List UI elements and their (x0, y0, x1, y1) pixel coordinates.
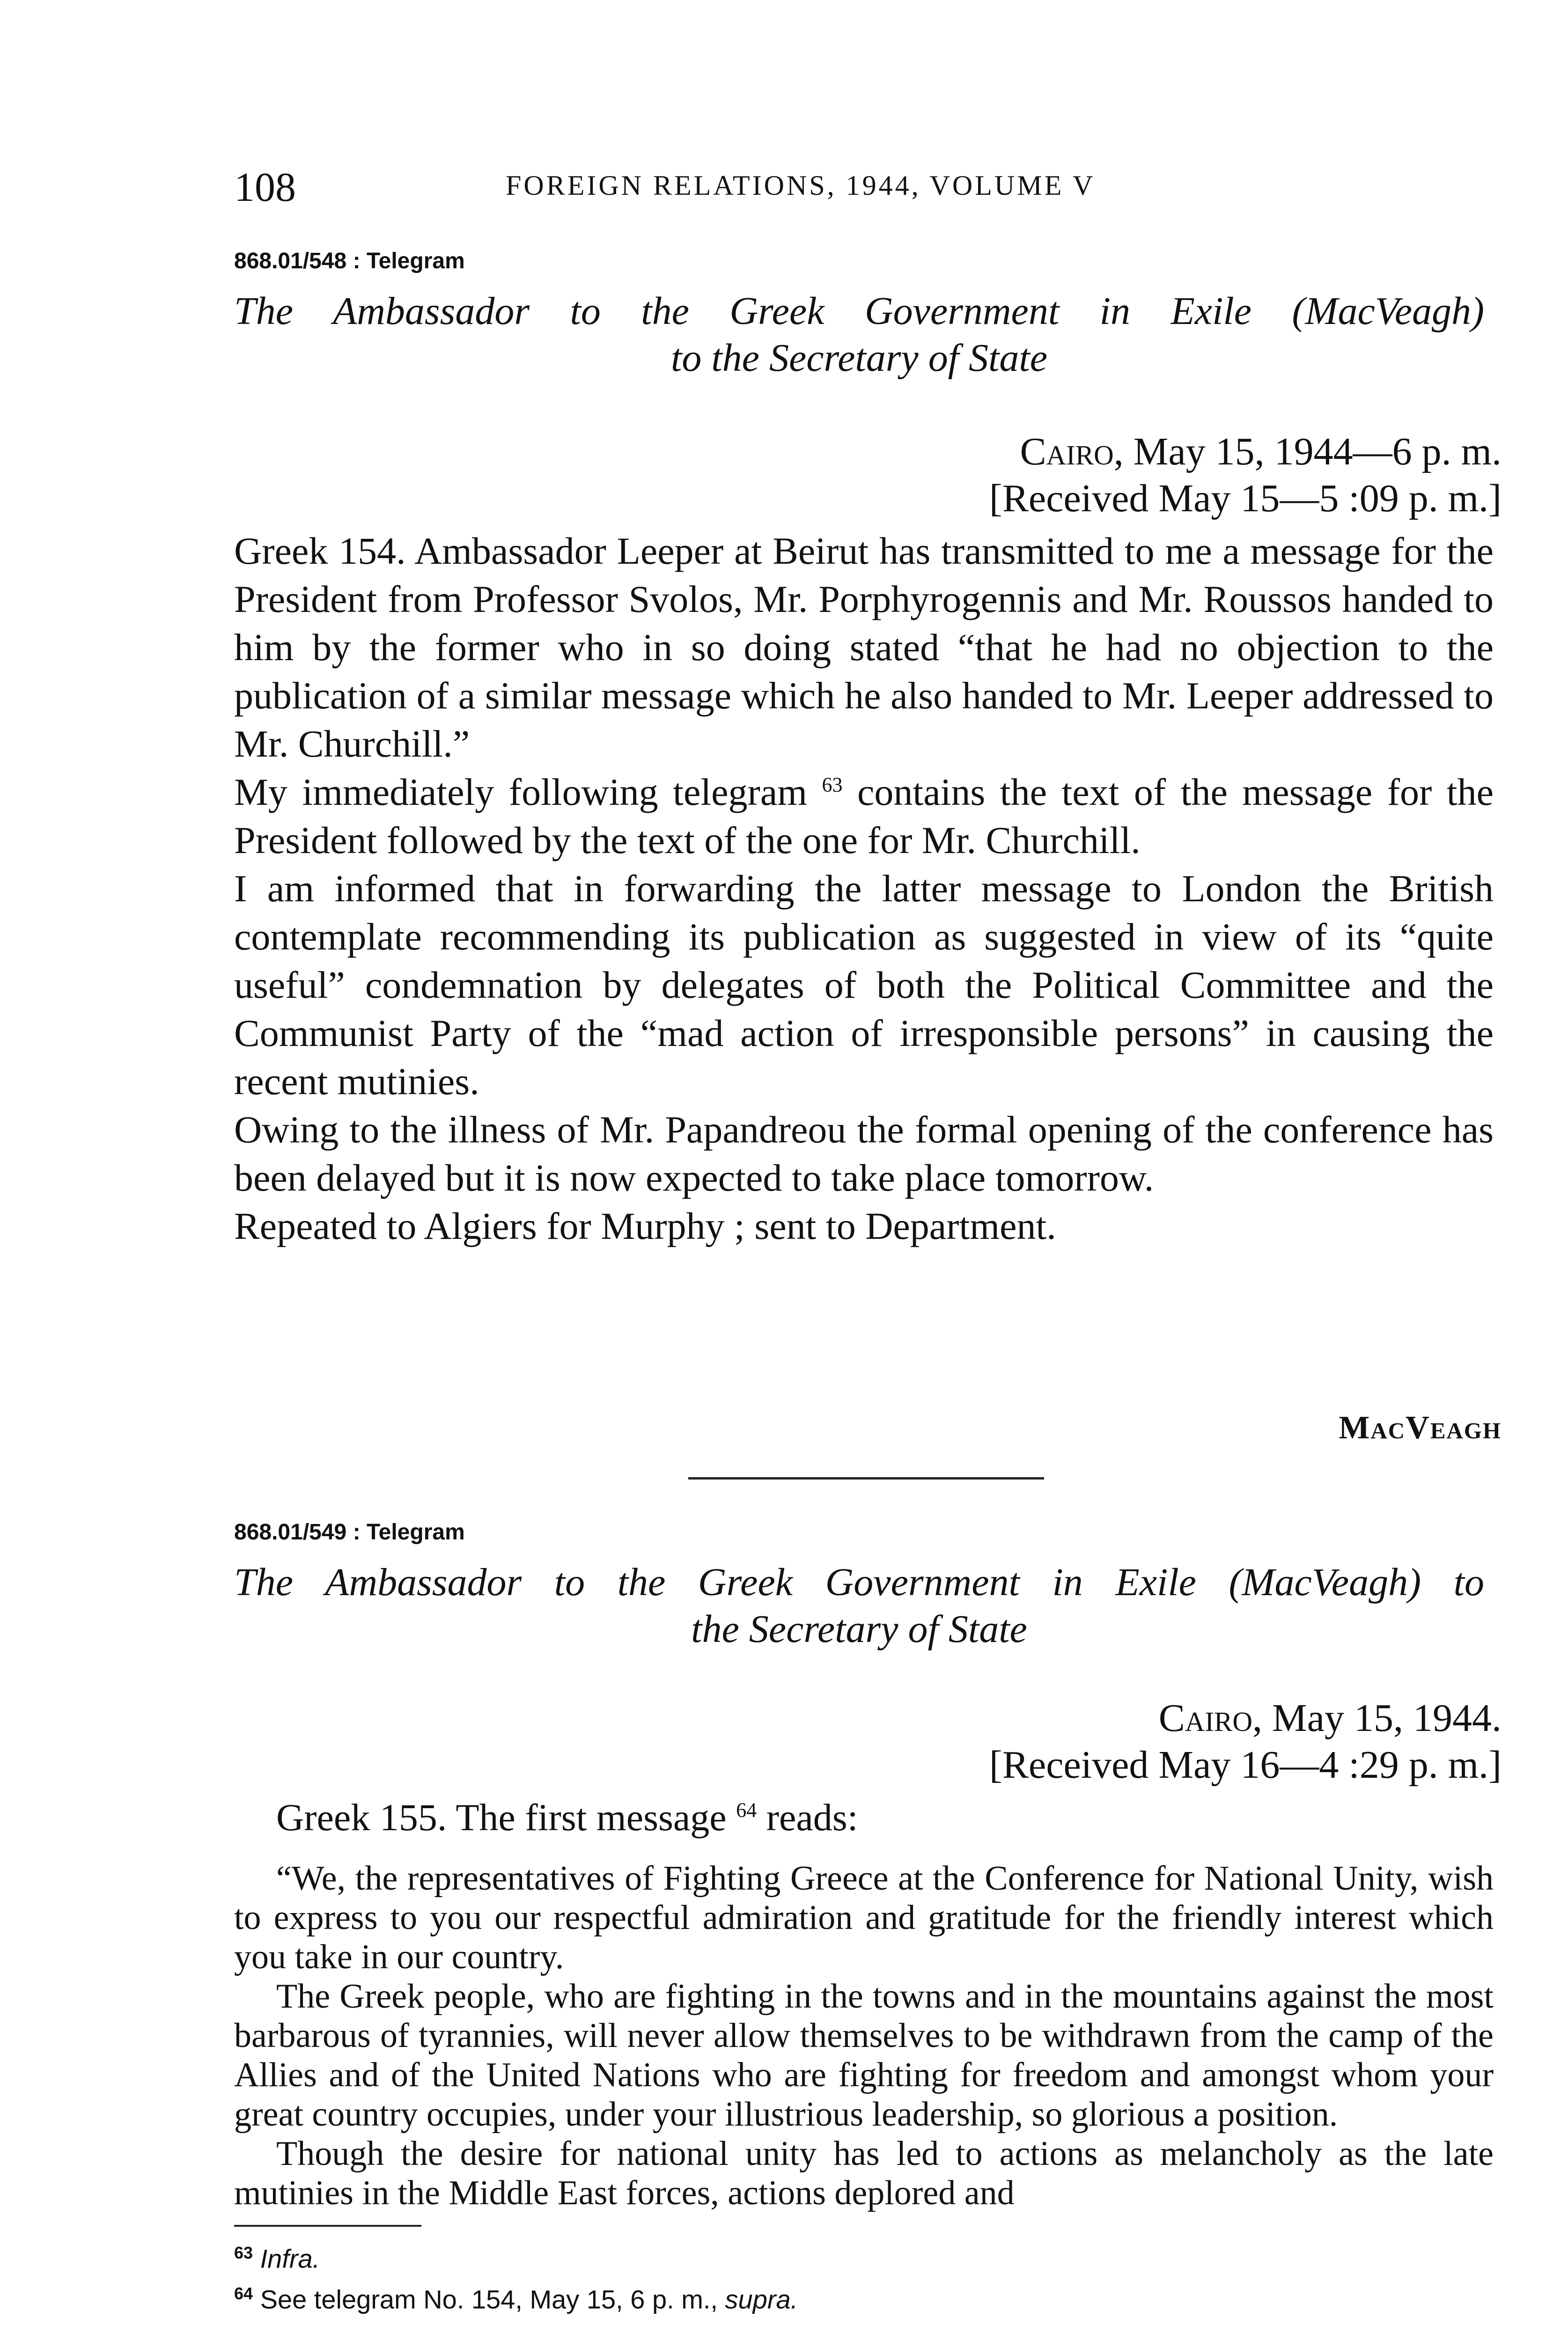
doc2-quote-paragraph-2: The Greek people, who are fighting in the towns and in the mountains against the most barbarous of tyrannies, will never allow themselves to be withdrawn from the camp of the Allies and of the United Nations who are fighting for freedom and amongst whom your great country occupies, under your illustrious leadership, so glorious a position. (234, 1977, 1494, 2134)
page-number: 108 (234, 165, 296, 210)
doc2-title-line1: The Ambassador to the Greek Government in Exile (MacVeagh) to (234, 1561, 1484, 1604)
doc2-quote-paragraph-3: Though the desire for national unity has led to actions as melancholy as the late mutinies in the Middle East forces, actions deplored and (234, 2135, 1494, 2212)
doc1-paragraph-2 (234, 768, 1494, 864)
footnote-ref-64: 64 (736, 1798, 757, 1822)
doc2-paragraph-1-start: Greek 155. The first message (276, 1796, 736, 1839)
doc1-paragraph-2-start: My immediately following telegram (234, 771, 822, 813)
section-divider (688, 1477, 1044, 1480)
doc2-quoted-message (234, 1859, 1494, 2213)
footnote-64-text: See telegram No. 154, May 15, 6 p. m., (260, 2284, 725, 2314)
doc2-dateline-place: Cairo (1158, 1696, 1253, 1740)
footnote-63-mark: 63 (234, 2243, 253, 2262)
page-header (234, 164, 1498, 215)
doc1-dateline (659, 428, 1502, 522)
doc2-received: [Received May 16—4 :29 p. m.] (989, 1743, 1502, 1787)
doc1-title-line2: to the Secretary of State (671, 336, 1047, 380)
running-head: FOREIGN RELATIONS, 1944, VOLUME V (506, 170, 1096, 201)
footnote-64-supra: supra. (725, 2284, 798, 2314)
doc1-dateline-place: Cairo (1020, 430, 1114, 473)
doc1-title (234, 288, 1484, 382)
doc1-file-id: 868.01/548 : Telegram (234, 249, 465, 273)
doc1-signature: MacVeagh (1339, 1410, 1502, 1446)
doc2-dateline-date: , May 15, 1944. (1252, 1696, 1502, 1740)
doc1-title-line1: The Ambassador to the Greek Government in Exile (MacVeagh) (234, 289, 1484, 333)
footnotes (234, 2236, 1451, 2317)
footnote-ref-63: 63 (822, 773, 843, 796)
footnote-rule (234, 2225, 421, 2227)
doc2-file-id: 868.01/549 : Telegram (234, 1520, 465, 1545)
doc1-paragraph-1: Greek 154. Ambassador Leeper at Beirut has transmitted to me a message for the President from Professor Svolos, Mr. Porphyrogennis and Mr. Roussos handed to him by the former who in so doing stated “that he had no objection to the publication of a similar message which he also handed to Mr. Leeper addressed to Mr. Churchill.” (234, 530, 1494, 765)
footnote-63 (234, 2236, 1451, 2276)
footnote-63-text: Infra. (260, 2244, 320, 2274)
doc1-body (234, 527, 1494, 1250)
doc2-quote-paragraph-1: “We, the representatives of Fighting Greece at the Conference for National Unity, wish to express to you our respectful admiration and gratitude for the friendly interest which you take in our country. (234, 1859, 1494, 1976)
doc1-paragraph-5: Repeated to Algiers for Murphy ; sent to Department. (234, 1205, 1056, 1247)
doc2-intro (234, 1793, 1494, 1841)
doc2-paragraph-1-end: reads: (757, 1796, 858, 1839)
doc1-paragraph-3: I am informed that in forwarding the latter message to London the British contemplate recommending its publication as suggested in view of its “quite useful” condemnation by delegates of both the Political Committee and the Communist Party of the “mad action of irresponsible persons” in causing the recent mutinies. (234, 867, 1494, 1103)
doc2-paragraph-1 (234, 1793, 1494, 1841)
doc2-title (234, 1559, 1484, 1653)
doc1-dateline-date: , May 15, 1944—6 p. m. (1113, 430, 1502, 473)
doc1-received: [Received May 15—5 :09 p. m.] (989, 477, 1502, 520)
doc1-paragraph-4: Owing to the illness of Mr. Papandreou the formal opening of the conference has been delayed but it is now expected to take place tomorrow. (234, 1108, 1494, 1199)
doc2-dateline (659, 1695, 1502, 1789)
footnote-64 (234, 2276, 1451, 2317)
doc1-paragraph-2-end: contains the text of the message for the President followed by the text of the one for Mr. Churchill. (234, 771, 1494, 861)
doc2-title-line2: the Secretary of State (691, 1607, 1027, 1651)
footnote-64-mark: 64 (234, 2283, 253, 2303)
